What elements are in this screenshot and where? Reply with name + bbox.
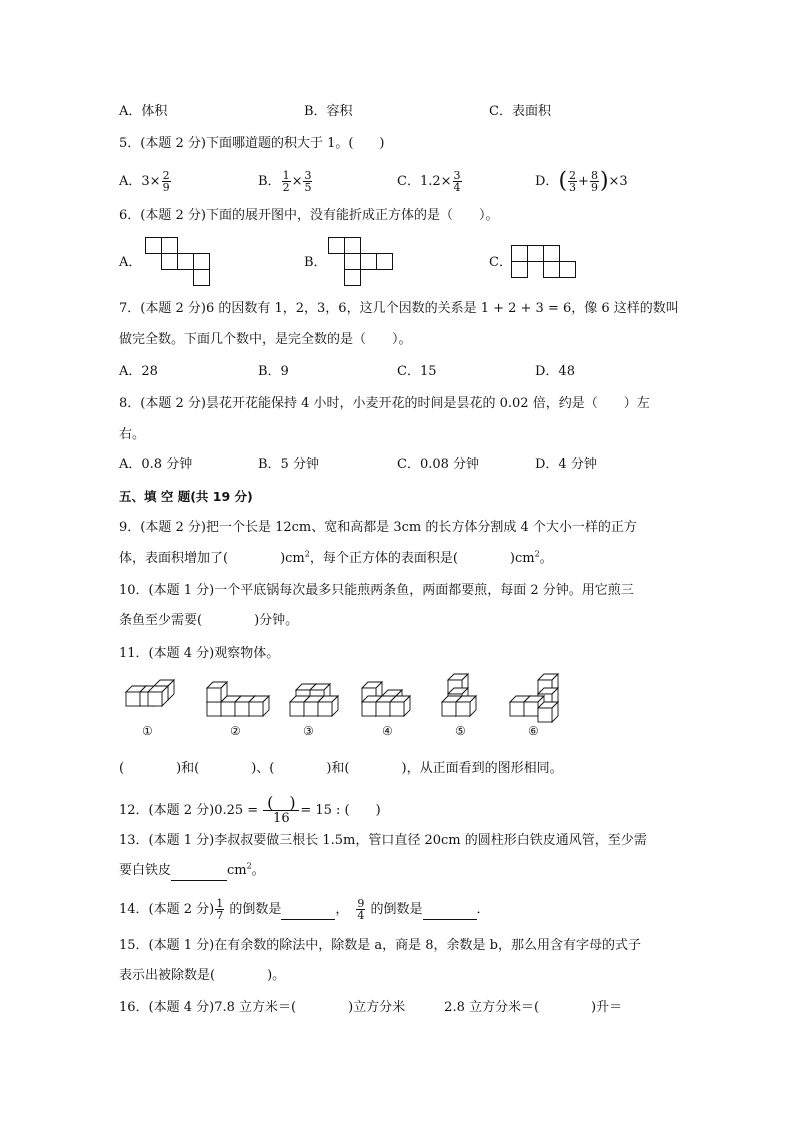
numerator: 1 xyxy=(216,897,224,910)
numerator: 2 xyxy=(569,169,577,182)
q7-option-d[interactable]: D．48 xyxy=(535,364,575,379)
q12-ratio[interactable]: = 15 : ( ) xyxy=(300,803,381,818)
cube-label-2: ② xyxy=(230,724,241,738)
q6-option-c[interactable]: C． xyxy=(489,255,512,270)
operator: + xyxy=(578,174,589,189)
paren-left: ( xyxy=(558,168,568,194)
q9-stem-line2 xyxy=(119,550,553,568)
option-label: D． xyxy=(535,174,559,189)
net-b-diagram xyxy=(328,237,398,287)
q14-line xyxy=(119,898,490,921)
cube-figures xyxy=(120,676,580,724)
q15-stem-line2[interactable]: 表示出被除数是( )。 xyxy=(119,968,286,983)
q10-stem-line2[interactable]: 条鱼至少需要( )分钟。 xyxy=(119,613,299,628)
numerator-blank[interactable]: ( ) xyxy=(263,795,299,811)
paren-right: ) xyxy=(599,168,609,194)
q8-option-c[interactable]: C．0.08 分钟 xyxy=(397,457,480,472)
q8-stem-line1: 8．(本题 2 分)昙花开花能保持 4 小时，小麦开花的时间是昙花的 0.02 倍，约是（ ）左 xyxy=(119,396,650,411)
q12-prefix: 12．(本题 2 分)0.25 = xyxy=(119,803,263,818)
option-label: A． xyxy=(119,174,142,189)
separator: ， xyxy=(335,902,349,917)
cube-label-5: ⑤ xyxy=(455,724,466,738)
q14-blank-2[interactable] xyxy=(423,901,477,920)
cube-label-1: ① xyxy=(142,724,153,738)
q5-option-c[interactable] xyxy=(397,170,463,193)
q13-blank[interactable] xyxy=(171,862,227,881)
fraction xyxy=(453,170,462,193)
fraction xyxy=(282,170,291,193)
numerator: 3 xyxy=(304,169,312,182)
denominator: 4 xyxy=(357,909,365,922)
net-a-diagram xyxy=(145,237,215,287)
cube-figure-4 xyxy=(362,682,410,716)
q9-blank-2[interactable]: ，每个正方体的表面积是( )cm xyxy=(309,551,535,566)
denominator: 16 xyxy=(273,811,290,826)
superscript: 2 xyxy=(534,549,540,559)
q8-stem-line2: 右。 xyxy=(119,427,146,442)
q10-stem-line1: 10．(本题 1 分)一个平底锅每次最多只能煎两条鱼，两面都要煎，每面 2 分钟。用它煎三 xyxy=(119,583,634,598)
cube-figure-1 xyxy=(126,680,174,706)
q8-option-b[interactable]: B．5 分钟 xyxy=(258,457,319,472)
superscript: 2 xyxy=(304,549,310,559)
q13-stem-line1: 13．(本题 1 分)李叔叔要做三根长 1.5m，管口直径 20cm 的圆柱形白铁皮通风管，至少需 xyxy=(119,833,647,848)
q8-option-a[interactable]: A．0.8 分钟 xyxy=(119,457,193,472)
q12-fraction[interactable] xyxy=(263,795,299,826)
q4-option-b[interactable]: B．容积 xyxy=(304,104,353,119)
q13-stem-line2 xyxy=(119,862,265,881)
q13-end: 。 xyxy=(251,863,265,878)
q7-option-b[interactable]: B．9 xyxy=(258,364,289,379)
q4-option-a[interactable]: A．体积 xyxy=(119,104,168,119)
cube-label-4: ④ xyxy=(382,724,393,738)
q4-option-c[interactable]: C．表面积 xyxy=(489,104,551,119)
denominator: 4 xyxy=(453,181,461,194)
numerator: 3 xyxy=(453,169,461,182)
expr-tail: ×3 xyxy=(608,174,628,189)
q13-text: 要白铁皮 xyxy=(119,863,172,878)
denominator: 7 xyxy=(216,909,224,922)
expr-int: 3× xyxy=(141,174,161,189)
fraction xyxy=(303,170,312,193)
q7-option-c[interactable]: C．15 xyxy=(397,364,437,379)
numerator: 9 xyxy=(357,897,365,910)
q9-end: 。 xyxy=(539,551,553,566)
denominator: 2 xyxy=(282,181,290,194)
denominator: 3 xyxy=(569,181,577,194)
superscript: 2 xyxy=(246,861,252,871)
q9-stem-line1: 9．(本题 2 分)把一个长是 12cm、宽和高都是 3cm 的长方体分割成 4 个大小一样的正方 xyxy=(119,520,637,535)
fraction xyxy=(568,170,577,193)
q6-stem: 6．(本题 2 分)下面的展开图中，没有能折成正方体的是（ ）。 xyxy=(119,208,499,223)
fraction xyxy=(590,170,599,193)
cube-label-6: ⑥ xyxy=(528,724,539,738)
denominator: 5 xyxy=(304,181,312,194)
q12-line xyxy=(119,795,381,826)
expr-int: 1.2× xyxy=(419,174,452,189)
q6-option-b[interactable]: B． xyxy=(304,255,327,270)
fraction xyxy=(356,898,365,921)
cube-figure-3 xyxy=(290,684,338,716)
unit: cm xyxy=(227,863,247,878)
q8-option-d[interactable]: D．4 分钟 xyxy=(535,457,597,472)
fraction xyxy=(215,898,224,921)
q14-text-1: 的倒数是 xyxy=(225,902,282,917)
denominator: 9 xyxy=(162,181,170,194)
q6-option-a[interactable]: A． xyxy=(119,255,142,270)
net-c-diagram xyxy=(511,245,581,279)
denominator: 9 xyxy=(590,181,598,194)
q5-option-a[interactable] xyxy=(119,170,172,193)
q14-blank-1[interactable] xyxy=(281,901,335,920)
q7-stem-line2: 做完全数。下面几个数中，是完全数的是（ ）。 xyxy=(119,332,412,347)
q14-end: ． xyxy=(476,902,490,917)
q5-option-b[interactable] xyxy=(258,170,313,193)
cube-figure-6 xyxy=(510,674,558,722)
q5-option-d[interactable] xyxy=(535,170,628,193)
option-label: C． xyxy=(397,174,420,189)
numerator: 1 xyxy=(282,169,290,182)
q14-prefix: 14．(本题 2 分) xyxy=(119,902,215,917)
cube-label-3: ③ xyxy=(303,724,314,738)
q7-stem-line1: 7．(本题 2 分)6 的因数有 1，2，3，6，这几个因数的关系是 1 + 2 + 3 = 6，像 6 这样的数叫 xyxy=(119,301,679,316)
q14-text-2: 的倒数是 xyxy=(366,902,423,917)
numerator: 2 xyxy=(162,169,170,182)
operator: × xyxy=(291,174,303,189)
q5-stem: 5．(本题 2 分)下面哪道题的积大于 1。( ) xyxy=(119,136,385,151)
section-heading: 五、填 空 题(共 19 分) xyxy=(119,489,253,504)
q7-option-a[interactable]: A．28 xyxy=(119,364,158,379)
q11-stem: 11．(本题 4 分)观察物体。 xyxy=(119,646,280,661)
cube-figure-2 xyxy=(207,682,269,716)
q9-blank-1[interactable]: 体，表面积增加了( )cm xyxy=(119,551,305,566)
numerator: 8 xyxy=(590,169,598,182)
cube-figure-5 xyxy=(442,674,476,716)
q16-stem-line1[interactable]: 16．(本题 4 分)7.8 立方米＝( )立方分米 2.8 立方分米＝( )升＝ xyxy=(119,1000,623,1015)
fraction xyxy=(162,170,171,193)
q11-answer-line[interactable]: ( )和( )、( )和( )，从正面看到的图形相同。 xyxy=(119,761,563,776)
option-label: B． xyxy=(258,174,281,189)
q15-stem-line1: 15．(本题 1 分)在有余数的除法中，除数是 a，商是 8，余数是 b，那么用含有字母的式子 xyxy=(119,938,641,953)
